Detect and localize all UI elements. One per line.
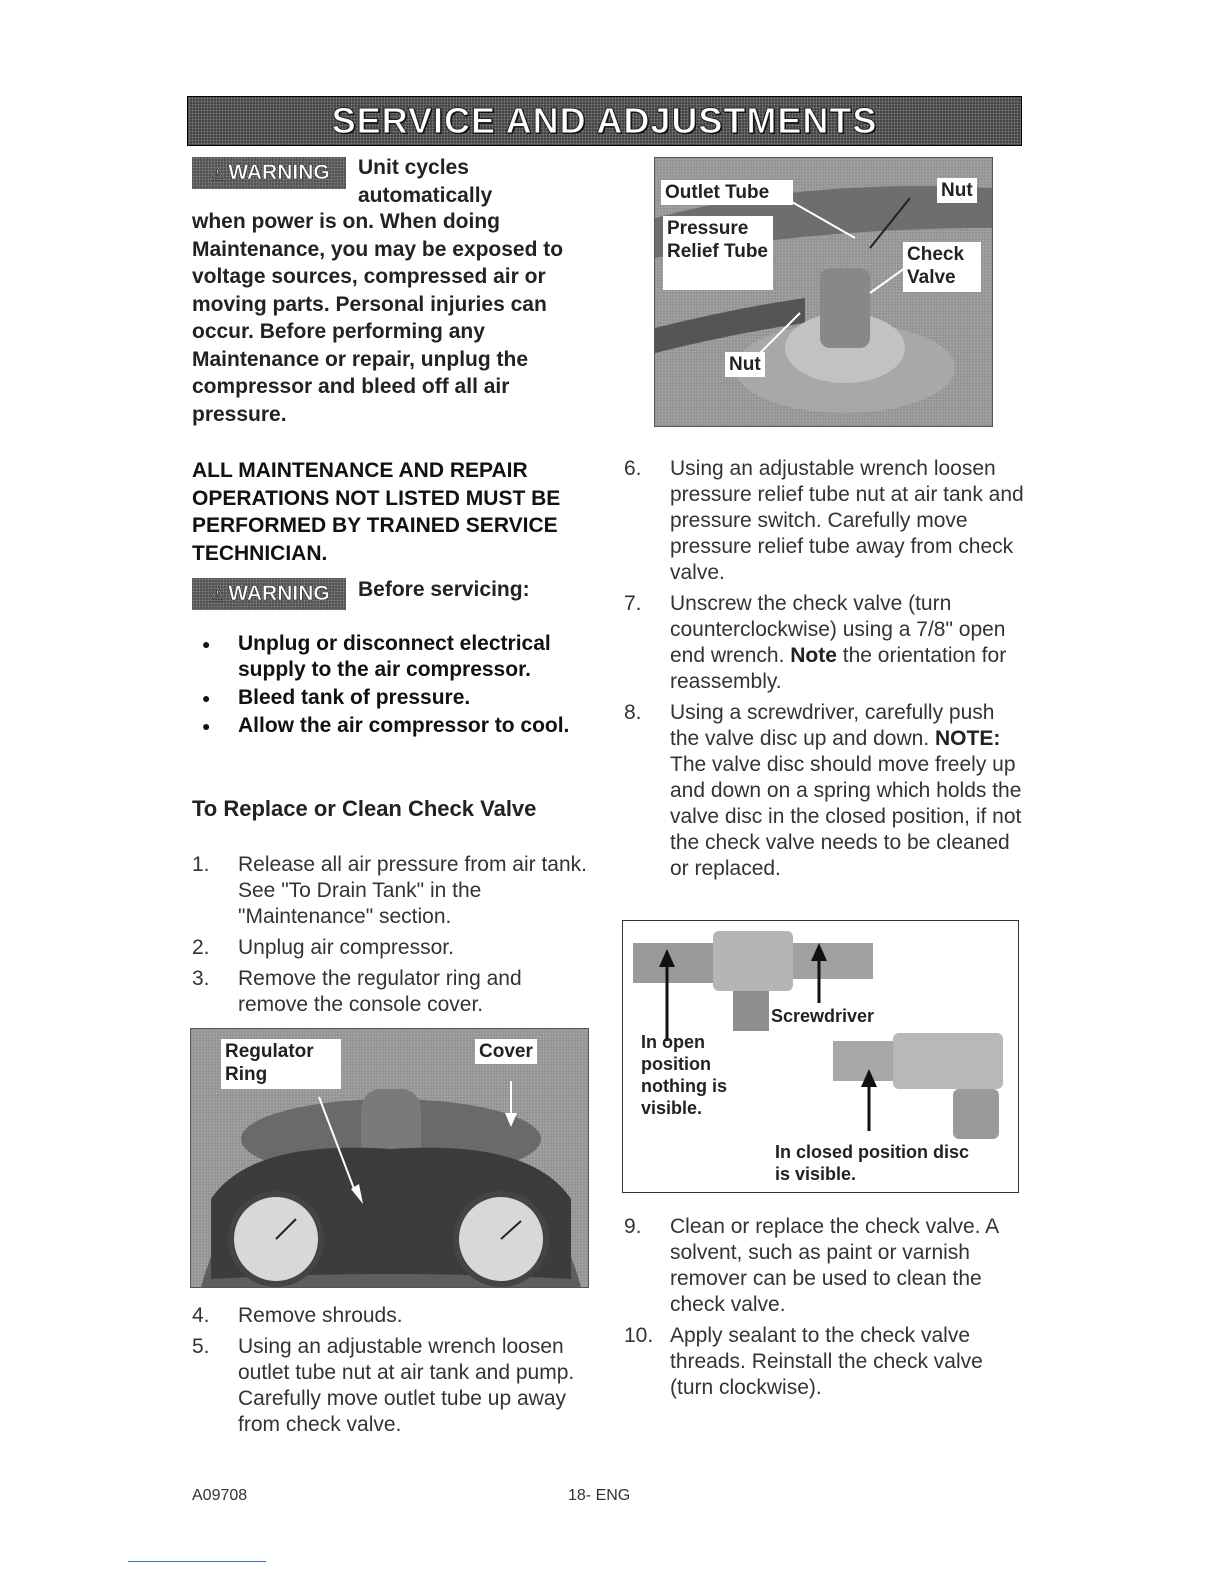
photo-label: Nut bbox=[725, 352, 765, 377]
list-item: ● Unplug or disconnect electrical supply to the air compressor. bbox=[202, 632, 551, 681]
photo-label: Check Valve bbox=[903, 242, 981, 292]
divider bbox=[128, 1561, 266, 1562]
bullet-icon: ● bbox=[202, 636, 211, 652]
list-item: 8. Using a screwdriver, carefully push the valve disc up and down. NOTE: The valve disc should move freely up and down on a spring which holds the valve disc in the closed position, if not the check valve needs to be cleaned or replaced. bbox=[624, 701, 1022, 880]
list-item: 9. Clean or replace the check valve. A solvent, such as paint or varnish remover can be used to clean the check valve. bbox=[624, 1215, 999, 1316]
list-item: 5. Using an adjustable wrench loosen outlet tube nut at air tank and pump. Carefully move outlet tube up away from check valve. bbox=[192, 1335, 575, 1436]
photo-label: Cover bbox=[475, 1039, 537, 1064]
steps-list-d bbox=[624, 1214, 1024, 1401]
photo-label: Nut bbox=[937, 178, 977, 203]
steps-list-c bbox=[624, 456, 1024, 882]
list-item: ● Bleed tank of pressure. bbox=[202, 686, 471, 709]
list-item: 6. Using an adjustable wrench loosen pressure relief tube nut at air tank and pressure switch. Carefully move pressure relief tube away from check valve. bbox=[624, 457, 1024, 584]
warning-triangle-icon: ⚠ bbox=[208, 162, 227, 185]
before-servicing-list bbox=[192, 631, 602, 741]
list-item: 10. Apply sealant to the check valve threads. Reinstall the check valve (turn clockwise). bbox=[624, 1324, 983, 1399]
before-servicing-text: Before servicing: bbox=[358, 578, 530, 601]
warning-badge: ⚠ WARNING bbox=[192, 578, 346, 610]
bullet-icon: ● bbox=[202, 690, 211, 706]
photo-label: Regulator Ring bbox=[221, 1039, 341, 1089]
list-item: ● Allow the air compressor to cool. bbox=[202, 714, 570, 737]
section-title: To Replace or Clean Check Valve bbox=[192, 796, 537, 821]
maintenance-notice: ALL MAINTENANCE AND REPAIR OPERATIONS NOT LISTED MUST BE PERFORMED BY TRAINED SERVICE TECHNICIAN. bbox=[192, 459, 561, 565]
list-item: 3. Remove the regulator ring and remove the console cover. bbox=[192, 967, 522, 1016]
list-item: 1. Release all air pressure from air tank. See "To Drain Tank" in the "Maintenance" section. bbox=[192, 853, 587, 928]
document-code: A09708 bbox=[192, 1487, 248, 1504]
section-banner-title: SERVICE AND ADJUSTMENTS bbox=[331, 100, 878, 141]
warning-triangle-icon: ⚠ bbox=[208, 583, 227, 606]
photo-label: Pressure Relief Tube bbox=[663, 216, 773, 290]
diagram-label: In open position nothing is visible. bbox=[641, 1032, 727, 1118]
list-item: 2. Unplug air compressor. bbox=[192, 936, 454, 959]
diagram-label: Screwdriver bbox=[771, 1006, 875, 1026]
valve-disc-diagram bbox=[622, 920, 1019, 1193]
regulator-cover-photo bbox=[190, 1028, 589, 1288]
page-number: 18- ENG bbox=[568, 1487, 631, 1504]
diagram-label: In closed position disc is visible. bbox=[775, 1142, 970, 1184]
steps-list-a bbox=[192, 852, 592, 1018]
section-banner bbox=[187, 96, 1022, 146]
list-item: 4. Remove shrouds. bbox=[192, 1304, 403, 1327]
photo-label: Outlet Tube bbox=[661, 180, 793, 205]
warning-body: when power is on. When doing Maintenance, you may be exposed to voltage sources, compressed air or moving parts. Personal injuries can occur. Before performing any Maintenance or repair, unplug the compressor and bleed off all air pressure. bbox=[192, 210, 564, 426]
steps-list-b bbox=[192, 1303, 592, 1438]
warning-badge: ⚠ WARNING bbox=[192, 157, 346, 189]
list-item: 7. Unscrew the check valve (turn counterclockwise) using a 7/8" open end wrench. Note the orientation for reassembly. bbox=[624, 592, 1007, 693]
check-valve-photo bbox=[654, 157, 993, 427]
bullet-icon: ● bbox=[202, 718, 211, 734]
warning-lead: Unit cycles automatically bbox=[358, 156, 493, 207]
